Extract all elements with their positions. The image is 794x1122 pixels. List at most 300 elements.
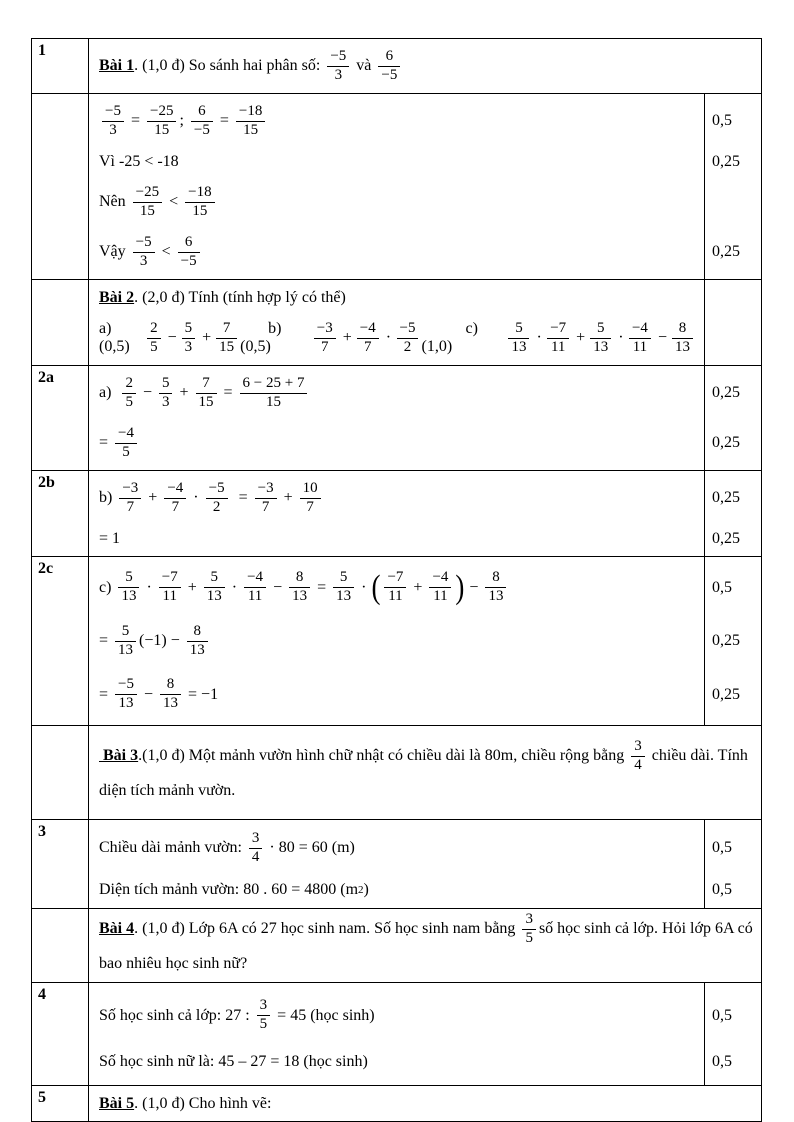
text-run: − (138, 384, 156, 401)
fraction-numerator: −5 (102, 103, 124, 122)
fraction-numerator: −5 (327, 48, 349, 67)
points-line (712, 282, 759, 313)
fraction (236, 103, 265, 139)
text-run: = 45 (học sinh) (273, 1006, 375, 1024)
answer-content-cell (89, 983, 704, 1085)
text-run: a) (0,5) (99, 320, 134, 355)
table-row (32, 39, 761, 94)
fraction-numerator: 5 (204, 569, 225, 588)
text-run: = (126, 112, 144, 129)
text-run: . (2,0 đ) Tính (tính hợp lý có thể) (134, 288, 346, 306)
points-line (712, 563, 759, 613)
solution-line (99, 313, 696, 363)
question-number-cell (32, 1086, 89, 1121)
fraction-denominator: 11 (388, 588, 403, 604)
fraction (133, 184, 162, 220)
text-run: Vậy (99, 243, 130, 260)
text-run: + (279, 489, 297, 506)
fraction-numerator: −4 (164, 480, 186, 499)
points-line (712, 96, 759, 146)
points-line (712, 146, 759, 177)
fraction-denominator: 15 (154, 121, 170, 138)
fraction-numerator: 6 (191, 103, 213, 122)
fraction (244, 569, 266, 605)
fraction-numerator: 7 (196, 375, 217, 394)
fraction-denominator: 13 (336, 588, 352, 604)
text-run: Diện tích mảnh vườn: 80 . 60 = 4800 (m (99, 880, 359, 898)
points-value: 0,25 (712, 632, 740, 649)
text-run: Số học sinh cả lớp: 27 : (99, 1006, 254, 1024)
text-run: c) (1,0) (421, 320, 482, 355)
question-number-cell (32, 366, 89, 470)
parenthesis: ( (371, 568, 381, 606)
fraction-numerator: 8 (289, 569, 310, 588)
text-run: · (614, 329, 628, 346)
points-cell (704, 820, 761, 908)
points-line (712, 670, 759, 720)
fraction-denominator: 11 (550, 338, 566, 355)
text-run: · (381, 329, 396, 346)
fraction (327, 48, 349, 84)
fraction-numerator: −7 (159, 569, 181, 588)
parenthesis: ) (455, 568, 465, 606)
table-row (32, 726, 761, 820)
points-cell (704, 471, 761, 556)
points-value: 0,5 (712, 112, 732, 129)
fraction (115, 425, 137, 461)
fraction-numerator: 3 (522, 911, 536, 930)
fraction-numerator: −5 (206, 480, 228, 499)
problem-label: Bài 2 (99, 288, 135, 306)
fraction-numerator: 5 (590, 320, 611, 339)
points-line (712, 368, 759, 418)
answer-content-cell (89, 94, 704, 279)
points-value: 0,5 (712, 880, 732, 898)
fraction-denominator: 7 (306, 498, 314, 515)
text-run: = (313, 578, 331, 596)
text-run: = 1 (99, 529, 121, 547)
solution-line (99, 991, 696, 1041)
fraction (257, 997, 271, 1033)
question-number-cell (32, 726, 89, 819)
solution-line (99, 1046, 696, 1077)
fraction-numerator: 5 (115, 623, 136, 642)
fraction-denominator: 13 (511, 338, 527, 355)
fraction-numerator: 6 − 25 + 7 (240, 375, 308, 394)
text-run: − (163, 329, 181, 346)
text-run: và (352, 57, 376, 74)
fraction-numerator: 6 (178, 234, 200, 253)
fraction-numerator: 3 (631, 738, 645, 757)
question-number-cell (32, 39, 89, 93)
solution-line (99, 670, 696, 720)
question-number-cell (32, 909, 89, 982)
points-cell (704, 366, 761, 470)
table-row (32, 366, 761, 471)
fraction-numerator: 6 (378, 48, 400, 67)
fraction (357, 320, 379, 356)
question-number-cell (32, 94, 89, 279)
fraction-denominator: 13 (674, 338, 690, 355)
fraction-numerator: −18 (236, 103, 265, 122)
fraction (147, 103, 176, 139)
fraction (160, 676, 181, 712)
text-run: = −1 (184, 685, 219, 703)
fraction-numerator: 5 (182, 320, 196, 339)
text-run: + (409, 578, 427, 596)
text-run: + (338, 329, 356, 346)
text-run: · (189, 489, 203, 506)
question-number: 1 (38, 42, 46, 59)
question-number: 2a (38, 369, 54, 386)
fraction-numerator: −25 (133, 184, 162, 203)
fraction-denominator: 3 (334, 66, 343, 83)
text-run: . (1,0 đ) Lớp 6A có 27 học sinh nam. Số học sinh nam bằng (134, 920, 520, 938)
fraction-numerator: −4 (429, 569, 451, 588)
fraction (115, 676, 137, 712)
text-run: = (99, 434, 113, 451)
fraction (300, 480, 321, 516)
question-number: 5 (38, 1089, 46, 1106)
text-run: . (1,0 đ) Cho hình vẽ: (134, 1094, 272, 1112)
text-run: < (165, 193, 183, 210)
fraction-numerator: −18 (185, 184, 214, 203)
fraction (204, 569, 225, 605)
question-number: 4 (38, 986, 46, 1003)
text-run: · (142, 578, 156, 596)
text-run: = (230, 489, 252, 506)
fraction (122, 375, 136, 411)
solution-line (99, 96, 696, 146)
points-cell (704, 557, 761, 725)
text-run: ; (179, 112, 188, 129)
fraction-numerator: −25 (147, 103, 176, 122)
problem-label: Bài 1 (99, 57, 135, 74)
fraction-denominator: 5 (125, 393, 133, 410)
fraction-numerator: −5 (397, 320, 419, 339)
question-number-cell (32, 557, 89, 725)
points-line (712, 177, 759, 227)
points-cell (704, 280, 761, 365)
fraction (289, 569, 310, 605)
fraction-denominator: 7 (321, 338, 329, 355)
question-number-cell (32, 820, 89, 908)
text-run: (−1) − (139, 632, 184, 649)
fraction-numerator: 5 (118, 569, 139, 588)
fraction-numerator: 3 (249, 830, 263, 849)
fraction-numerator: −7 (547, 320, 569, 339)
question-number-cell (32, 471, 89, 556)
fraction-denominator: 3 (139, 252, 148, 269)
problem-statement (99, 911, 757, 979)
fraction-denominator: 4 (251, 848, 260, 865)
fraction-denominator: 4 (634, 757, 642, 773)
solution-line (99, 616, 696, 666)
text-run: − (465, 578, 483, 596)
points-line (712, 473, 759, 523)
text-run: Chiều dài mảnh vườn: (99, 839, 246, 856)
text-run: b) (99, 489, 117, 506)
text-run: + (183, 578, 201, 596)
question-number-cell (32, 983, 89, 1085)
fraction-numerator: 8 (485, 569, 506, 588)
text-run: + (175, 384, 193, 401)
solution-line (99, 282, 696, 313)
text-run: . (1,0 đ) So sánh hai phân số: (134, 57, 325, 74)
fraction-denominator: 7 (364, 338, 372, 355)
points-line (712, 227, 759, 277)
fraction-denominator: −5 (193, 121, 210, 138)
fraction (384, 569, 406, 605)
text-run: − (269, 578, 287, 596)
text-run: · (357, 578, 371, 596)
points-line (712, 1046, 759, 1077)
fraction-denominator: 13 (593, 338, 609, 355)
solution-line (99, 823, 696, 873)
text-run: + (144, 489, 162, 506)
fraction (378, 48, 400, 84)
fraction-denominator: 5 (525, 930, 533, 946)
fraction (590, 320, 611, 356)
question-number: 2b (38, 474, 55, 491)
points-line (712, 616, 759, 666)
answer-content-cell (89, 726, 761, 819)
fraction-numerator: 5 (333, 569, 354, 588)
fraction-denominator: 3 (109, 121, 117, 138)
fraction-denominator: 15 (265, 393, 281, 410)
fraction-denominator: 7 (261, 498, 270, 515)
question-number: 3 (38, 823, 46, 840)
answer-content-cell (89, 280, 704, 365)
fraction (240, 375, 308, 411)
answer-content-cell (89, 471, 704, 556)
fraction-numerator: −5 (115, 676, 137, 695)
fraction (133, 234, 155, 270)
fraction-denominator: 5 (259, 1016, 268, 1033)
fraction-denominator: 11 (247, 588, 263, 604)
fraction-denominator: 11 (162, 588, 177, 604)
fraction-denominator: 13 (118, 695, 134, 711)
points-value: 0,5 (712, 578, 732, 596)
solution-line (99, 523, 696, 554)
fraction-numerator: −3 (119, 480, 141, 499)
text-run: = (219, 384, 237, 401)
fraction-denominator: 2 (212, 498, 221, 515)
fraction-denominator: 3 (161, 393, 170, 410)
points-value: 0,25 (712, 384, 740, 401)
text-run: · (227, 578, 242, 596)
points-value: 0,5 (712, 1052, 732, 1070)
fraction-denominator: 5 (122, 443, 130, 460)
fraction (191, 103, 213, 139)
text-run: = (99, 685, 113, 703)
answer-content-cell (89, 557, 704, 725)
fraction-denominator: 3 (184, 338, 193, 355)
fraction-denominator: 15 (198, 393, 214, 410)
fraction-numerator: −4 (244, 569, 266, 588)
table-row (32, 1086, 761, 1121)
fraction-denominator: 15 (243, 121, 259, 138)
points-value: 0,25 (712, 152, 740, 170)
table-row (32, 983, 761, 1086)
fraction (249, 830, 263, 866)
points-line (712, 313, 759, 363)
fraction-denominator: 5 (150, 338, 158, 355)
points-value: 0,5 (712, 839, 732, 856)
fraction-numerator: 7 (216, 320, 237, 339)
problem-statement (99, 738, 753, 806)
fraction-denominator: 13 (206, 588, 222, 604)
points-cell (704, 94, 761, 279)
solution-line (99, 563, 696, 613)
text-run: · 80 = 60 (m) (265, 839, 355, 856)
fraction-numerator: 8 (672, 320, 693, 339)
fraction (508, 320, 529, 356)
text-run: Nên (99, 193, 130, 210)
fraction-denominator: 13 (163, 695, 179, 711)
problem-label: Bài 5 (99, 1094, 135, 1112)
answer-content-cell (89, 909, 761, 982)
answer-key-table (31, 38, 762, 1122)
fraction-numerator: 8 (187, 623, 208, 642)
fraction (216, 320, 237, 356)
question-number-cell (32, 280, 89, 365)
fraction (429, 569, 451, 605)
text-run: − (653, 329, 671, 346)
points-value: 0,5 (712, 1006, 732, 1024)
fraction (119, 480, 141, 516)
fraction (672, 320, 693, 356)
fraction-numerator: 2 (147, 320, 161, 339)
solution-line (99, 1088, 753, 1119)
fraction-numerator: −5 (133, 234, 155, 253)
fraction (397, 320, 419, 356)
fraction (547, 320, 569, 356)
answer-content-cell (89, 820, 704, 908)
problem-label: Bài 3 (99, 747, 139, 765)
fraction (102, 103, 124, 139)
text-run: = (215, 112, 233, 129)
fraction-denominator: 15 (192, 202, 208, 219)
fraction-numerator: −4 (357, 320, 379, 339)
text-run: b) (0,5) (240, 320, 286, 355)
table-row (32, 909, 761, 983)
points-line (712, 523, 759, 554)
fraction-numerator: −3 (314, 320, 336, 339)
fraction-denominator: 15 (219, 338, 235, 355)
text-run: .(1,0 đ) Một mảnh vườn hình chữ nhật có chiều dài là 80m, chiều rộng bằng (138, 747, 629, 765)
points-value: 0,25 (712, 489, 740, 506)
table-row (32, 280, 761, 366)
table-row (32, 557, 761, 726)
fraction-numerator: 8 (160, 676, 181, 695)
fraction-denominator: −5 (381, 66, 398, 83)
points-line (712, 991, 759, 1041)
fraction (333, 569, 354, 605)
table-row (32, 471, 761, 557)
fraction (182, 320, 196, 356)
points-line (712, 874, 759, 905)
fraction (314, 320, 336, 356)
fraction (159, 569, 181, 605)
fraction-numerator: 10 (300, 480, 321, 499)
fraction (118, 569, 139, 605)
fraction-denominator: 7 (126, 498, 135, 515)
fraction-denominator: 11 (632, 338, 648, 355)
solution-line: Diện tích mảnh vườn: 80 . 60 = 4800 (m 2 ) (99, 880, 369, 898)
text-run: c) (99, 578, 116, 596)
points-value: 0,25 (712, 529, 740, 547)
fraction-denominator: 13 (488, 588, 504, 604)
text-run: + (198, 329, 216, 346)
text-run: < (157, 243, 175, 260)
fraction (522, 911, 536, 947)
fraction (147, 320, 161, 356)
table-row (32, 820, 761, 909)
fraction (206, 480, 228, 516)
points-cell (704, 983, 761, 1085)
text-run: + (572, 329, 590, 346)
fraction-denominator: 13 (118, 641, 134, 658)
text-run: · (532, 329, 546, 346)
solution-line (99, 177, 696, 227)
fraction-numerator: 2 (122, 375, 136, 394)
fraction (115, 623, 136, 659)
points-line (712, 823, 759, 873)
points-line (712, 418, 759, 468)
fraction-denominator: 13 (292, 588, 308, 604)
text-run: = (99, 632, 113, 649)
table-row (32, 94, 761, 280)
fraction-denominator: 13 (189, 641, 205, 658)
fraction-denominator: 13 (121, 588, 137, 604)
fraction-numerator: −4 (629, 320, 651, 339)
fraction (178, 234, 200, 270)
text-run: − (140, 685, 158, 703)
fraction (485, 569, 506, 605)
fraction-denominator: 11 (433, 588, 448, 604)
fraction (159, 375, 173, 411)
fraction (631, 738, 645, 774)
fraction (164, 480, 186, 516)
fraction-numerator: −4 (115, 425, 137, 444)
fraction-numerator: 5 (508, 320, 529, 339)
fraction (629, 320, 651, 356)
problem-label: Bài 4 (99, 920, 135, 938)
answer-content-cell (89, 1086, 761, 1121)
answer-content-cell (89, 366, 704, 470)
fraction (255, 480, 277, 516)
fraction-numerator: 5 (159, 375, 173, 394)
fraction (196, 375, 217, 411)
question-number: 2c (38, 560, 54, 577)
fraction-denominator: 2 (403, 338, 412, 355)
points-value: 0,25 (712, 243, 740, 260)
fraction-denominator: −5 (180, 252, 197, 269)
fraction-numerator: −7 (384, 569, 406, 588)
fraction-numerator: 3 (257, 997, 271, 1016)
fraction-numerator: −3 (255, 480, 277, 499)
solution-line (99, 368, 696, 418)
points-value: 0,25 (712, 434, 740, 451)
answer-content-cell (89, 39, 761, 93)
solution-line (99, 227, 696, 277)
text-run: a) (99, 384, 120, 401)
fraction-denominator: 15 (139, 202, 155, 219)
fraction (187, 623, 208, 659)
text-run: số học sinh cả lớp. Hỏi lớp 6A có bao nhiêu học sinh nữ? (99, 920, 757, 972)
solution-line (99, 41, 753, 91)
